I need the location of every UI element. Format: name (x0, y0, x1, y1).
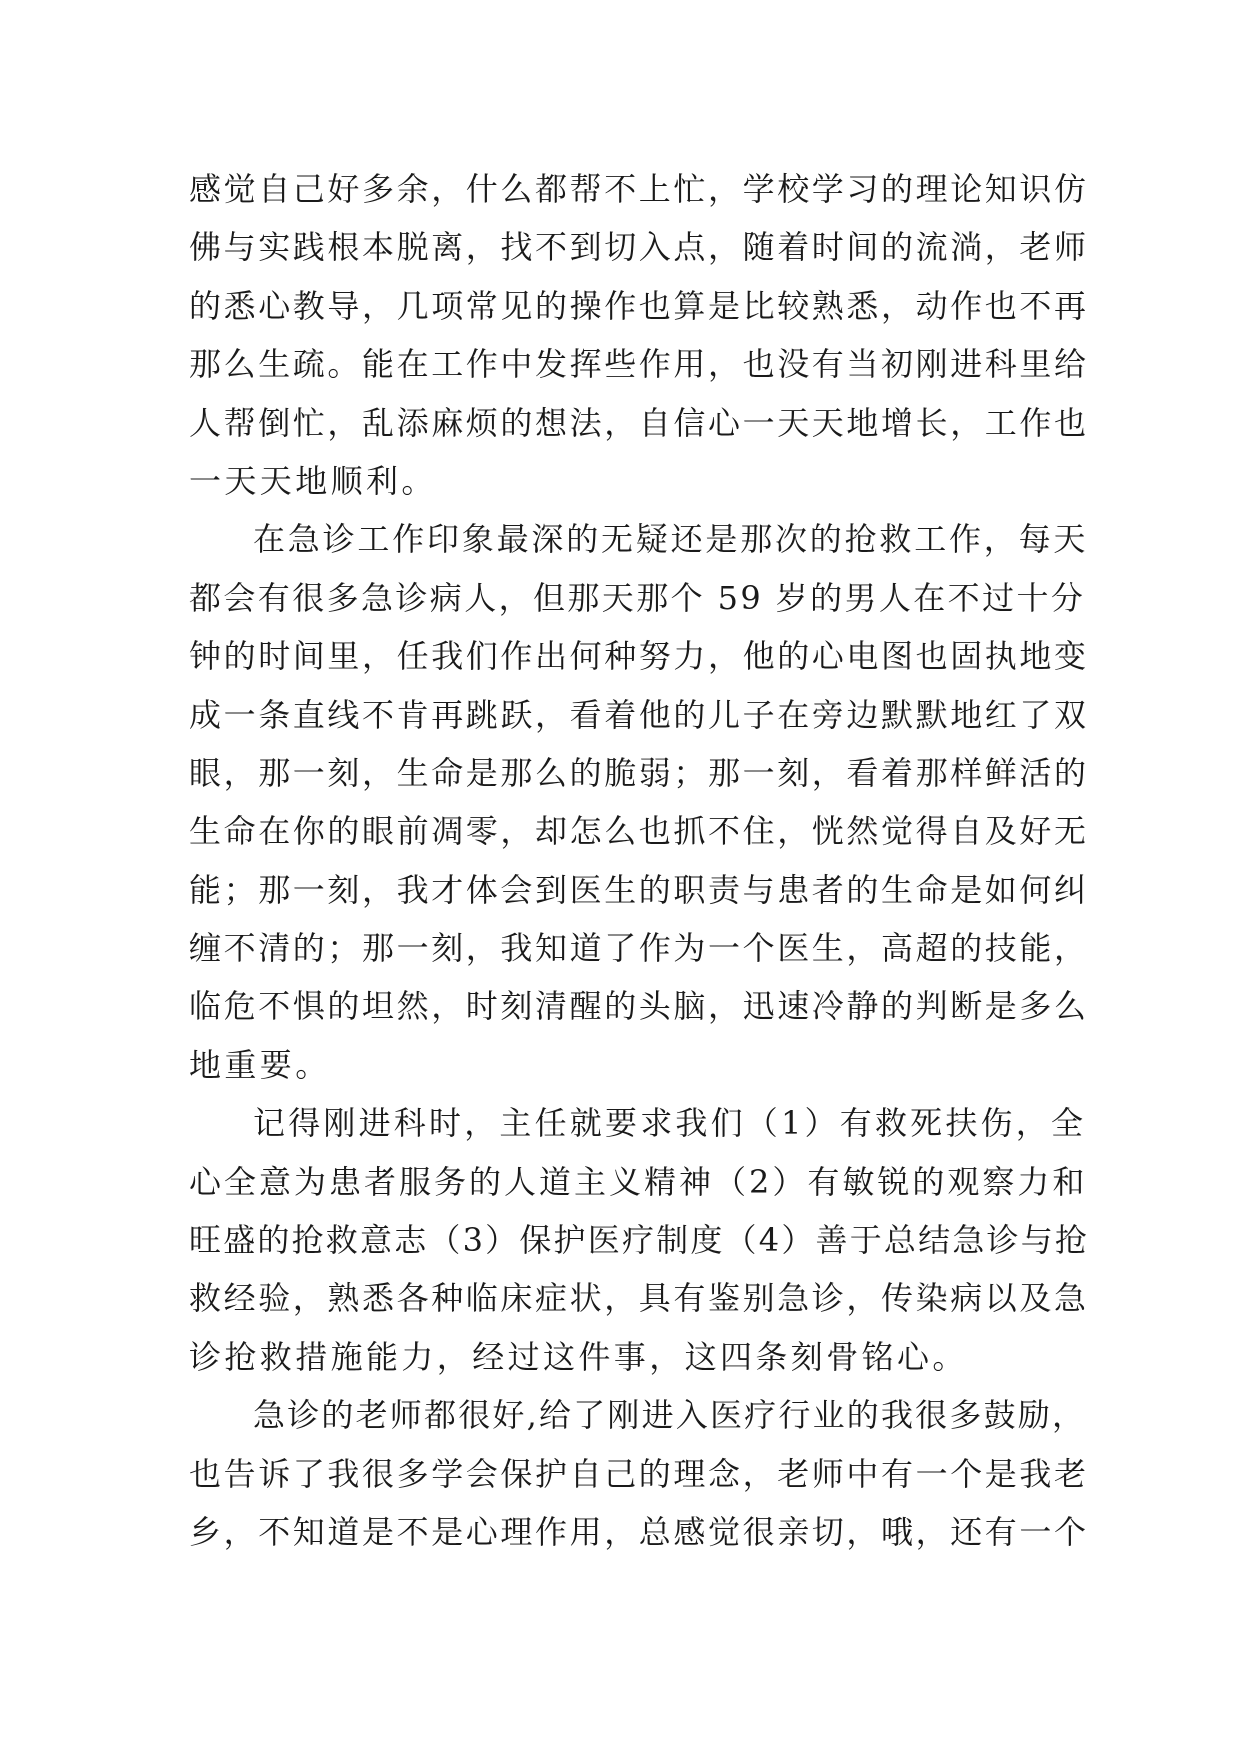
text-line: 一天天地顺利。 (189, 461, 437, 500)
text-line: 生命在你的眼前凋零，却怎么也抓不住，恍然觉得自及好无 (189, 812, 1089, 851)
paragraph (189, 160, 1089, 510)
paragraph (189, 1094, 1089, 1386)
text-line: 都会有很多急诊病人，但那天那个 59 岁的男人在不过十分 (189, 578, 1086, 617)
text-line: 人帮倒忙，乱添麻烦的想法，自信心一天天地增长，工作也 (189, 403, 1089, 442)
text-line: 钟的时间里，任我们作出何种努力，他的心电图也固执地变 (189, 637, 1089, 676)
text-line: 急诊的老师都很好,给了刚进入医疗行业的我很多鼓励， (253, 1396, 1087, 1435)
text-line: 地重要。 (189, 1045, 331, 1084)
text-line: 也告诉了我很多学会保护自己的理念，老师中有一个是我老 (189, 1454, 1089, 1493)
text-line: 在急诊工作印象最深的无疑还是那次的抢救工作，每天 (253, 520, 1089, 559)
paragraph (189, 510, 1089, 1094)
text-line: 诊抢救措施能力，经过这件事，这四条刻骨铭心。 (189, 1337, 968, 1376)
text-line: 的悉心教导，几项常见的操作也算是比较熟悉，动作也不再 (189, 286, 1089, 325)
text-line: 乡，不知道是不是心理作用，总感觉很亲切，哦，还有一个 (189, 1512, 1089, 1551)
text-line: 成一条直线不肯再跳跃，看着他的儿子在旁边默默地红了双 (189, 695, 1089, 734)
text-line: 救经验，熟悉各种临床症状，具有鉴别急诊，传染病以及急 (189, 1279, 1089, 1318)
text-line: 心全意为患者服务的人道主义精神（2）有敏锐的观察力和 (189, 1162, 1088, 1201)
text-line: 临危不惧的坦然，时刻清醒的头脑，迅速冷静的判断是多么 (189, 987, 1089, 1026)
paragraph (189, 1386, 1089, 1561)
text-line: 缠不清的；那一刻，我知道了作为一个医生，高超的技能， (189, 929, 1089, 968)
text-line: 能；那一刻，我才体会到医生的职责与患者的生命是如何纠 (189, 870, 1089, 909)
text-line: 感觉自己好多余，什么都帮不上忙，学校学习的理论知识仿 (189, 170, 1089, 208)
text-line: 旺盛的抢救意志（3）保护医疗制度（4）善于总结急诊与抢 (189, 1221, 1090, 1260)
text-line: 佛与实践根本脱离，找不到切入点，随着时间的流淌，老师 (189, 228, 1089, 267)
text-line: 记得刚进科时，主任就要求我们（1）有救死扶伤，全 (253, 1104, 1087, 1143)
document-body (189, 160, 1089, 1561)
text-line: 那么生疏。能在工作中发挥些作用，也没有当初刚进科里给 (189, 345, 1089, 384)
text-line: 眼，那一刻，生命是那么的脆弱；那一刻，看着那样鲜活的 (189, 753, 1089, 792)
